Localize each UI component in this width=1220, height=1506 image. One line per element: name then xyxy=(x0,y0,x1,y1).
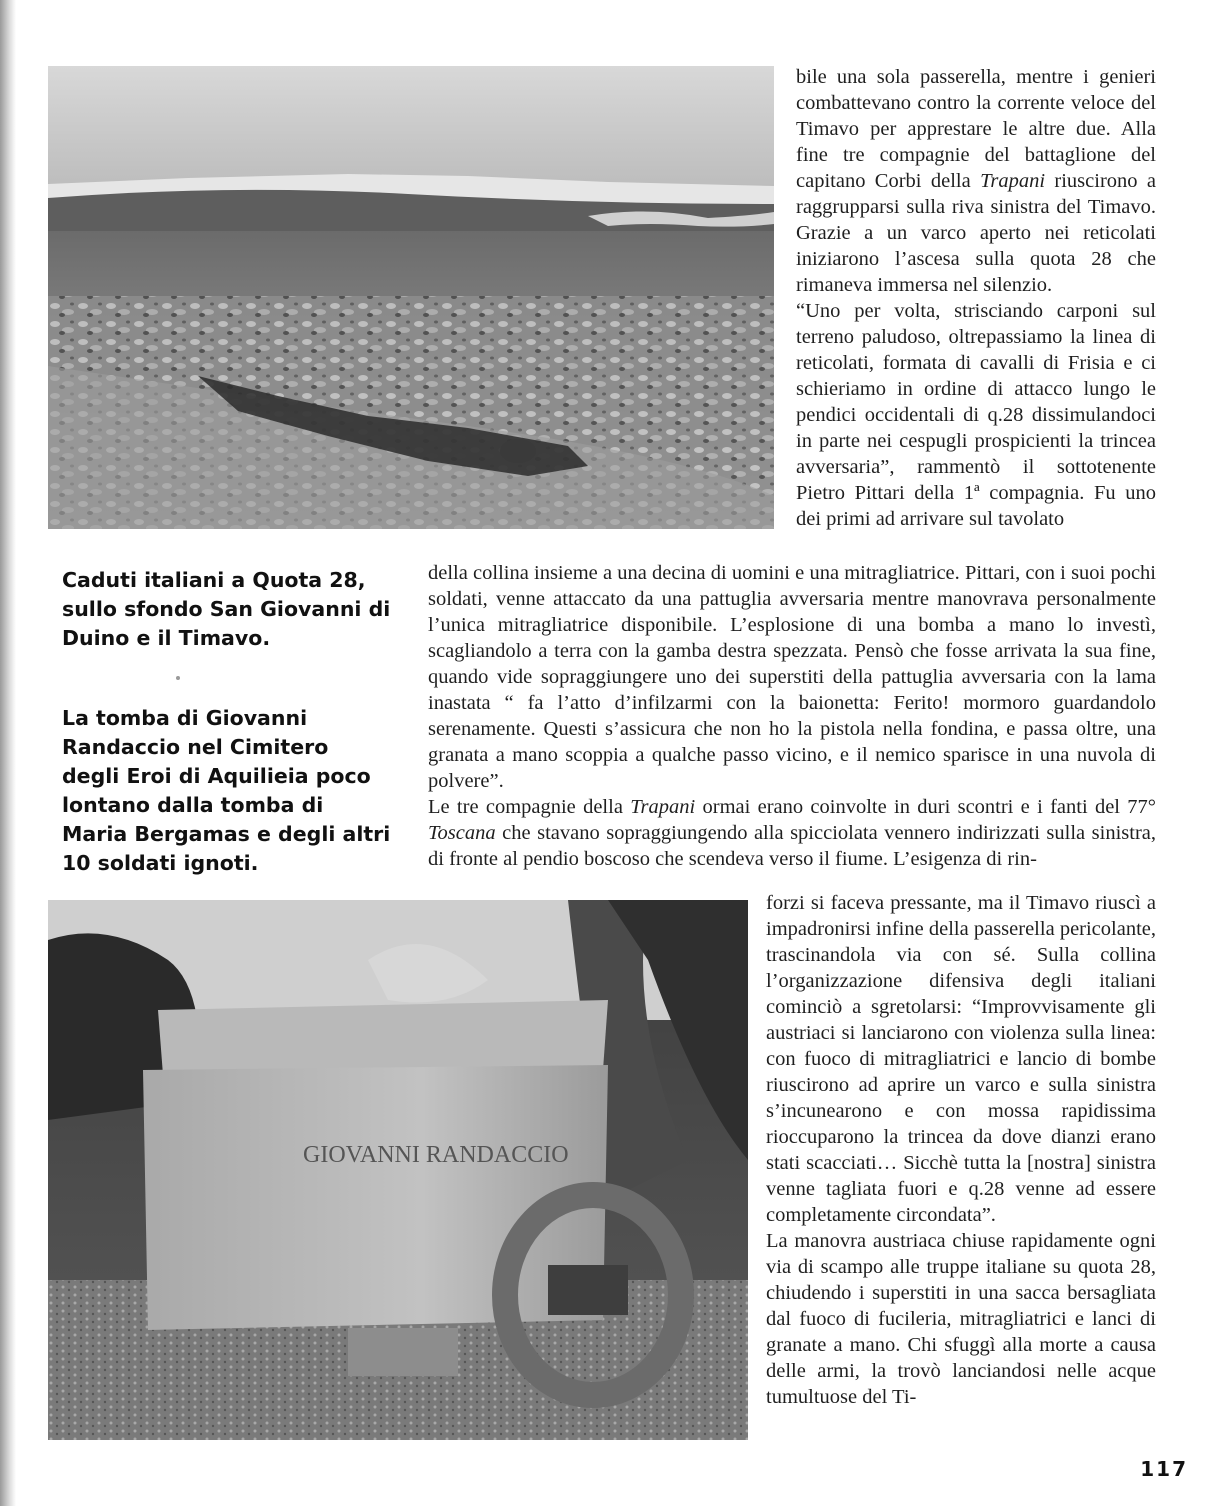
paragraph: forzi si faceva pressante, ma il Timavo riuscì a impadronirsi infine della passerella pericolante, trascinandola via con sé. Sulla collina l’organizzazione difensiva degli italiani cominciò a sgretolarsi: “Improvvisamente gli austriaci si lanciarono con violenza sulla linea: con fuoco di mitragliatrici e lancio di bombe riuscirono ad aprire un varco e sulla sinistra s’incunearono e con mossa rapidissima rioccuparono la trincea da dove dianzi erano stati scacciati… Sicchè tutta la [nostra] sinistra venne tagliata fuori e q.28 venne ad essere completamente circondata”. xyxy=(766,892,1156,1226)
italic-term: Trapani xyxy=(980,170,1046,192)
italic-term: Trapani xyxy=(630,796,696,818)
sky xyxy=(48,66,774,186)
tomb-engraving: GIOVANNI RANDACCIO xyxy=(303,1142,569,1168)
battlefield-photo xyxy=(48,66,774,529)
tomb-block xyxy=(143,1065,608,1330)
tomb-base xyxy=(348,1328,458,1376)
paragraph: della collina insieme a una decina di uomini e una mitragliatrice. Pittari, con i suoi pochi soldati, venne attaccato da una pattuglia avversaria mentre manovrava personalmente l’unica mitragliatrice disponibile. L’esplosione di una bomba a mano lo investì, scagliandolo a terra con la gamba destra spezzata. Pensò che fosse arrivata la sua fine, quando vide sopraggiungere uno dei superstiti della pattuglia avversaria con la lama inastata “ fa l’atto d’infilzarmi con la baionetta: Ferito! mormoro guardandolo serenamente. Questi s’assicura che non ho la pistola nella fondina, e passa oltre, una granata a mano scoppia a qualche passo vicino, e il nemico sparisce in una nuvola di polvere”. xyxy=(428,562,1156,792)
italic-term: Toscana xyxy=(428,822,496,844)
paragraph: “Uno per volta, strisciando carponi sul terreno paludoso, oltrepassiamo la linea di reticolati, formata di cavalli di Frisia e ci schieriamo in ordine di attacco lungo le pendici occidentali di q.28 dissimulandoci in parte nei cespugli prospicienti la trincea avversaria”, rammentò il sottotenente Pietro Pittari della 1ª compagnia. Fu uno dei primi ad arrivare sul tavolato xyxy=(796,300,1156,530)
text-column-middle xyxy=(428,560,1156,872)
page-gutter-shadow xyxy=(0,0,16,1506)
paragraph: La manovra austriaca chiuse rapidamente ogni via di scampo alle truppe italiane su quota 28, chiudendo i superstiti in una sacca bersagliata dal fuoco di fucileria, mitragliatrici e lanci di granate a mano. Chi sfuggì alla morte a causa delle armi, la trovò lanciandosi nelle acque tumultuose del Ti- xyxy=(766,1230,1156,1408)
caption-bottom-photo: La tomba di Giovanni Randaccio nel Cimitero degli Eroi di Aquilieia poco lontano dalla tomba di Maria Bergamas e degli altri 10 soldati ignoti. xyxy=(62,706,391,875)
page-number: 117 xyxy=(1140,1457,1188,1481)
paragraph: bile una sola passerella, mentre i genieri combattevano contro la corrente veloce del Timavo per apprestare le altre due. Alla fine tre compagnie del battaglione del capitano Corbi della Trapani riuscirono a raggrupparsi sulla riva sinistra del Timavo. Grazie a un varco aperto nei reticolati iniziarono l’ascesa sulla quota 28 che rimaneva immersa nel silenzio. xyxy=(796,66,1156,296)
paragraph: Le tre compagnie della Trapani ormai erano coinvolte in duri scontri e i fanti del 77° Toscana che stavano sopraggiungendo alla spicciolata vennero indirizzati sulla sinistra, di fronte al pendio boscoso che scendeva verso il fiume. L’esigenza di rin- xyxy=(428,796,1156,870)
speck xyxy=(176,676,180,680)
text-column-lower xyxy=(766,890,1156,1410)
battlefield-photo-illustration xyxy=(48,66,774,529)
tomb-photo xyxy=(48,900,748,1440)
wreath-plaque xyxy=(548,1265,628,1315)
tomb-photo-illustration xyxy=(48,900,748,1440)
text-column-upper xyxy=(796,64,1156,532)
tomb-lid xyxy=(158,1000,608,1075)
caption-top-photo: Caduti italiani a Quota 28, sullo sfondo San Giovanni di Duino e il Timavo. xyxy=(62,568,391,650)
fallen-soldier-head xyxy=(500,439,536,463)
